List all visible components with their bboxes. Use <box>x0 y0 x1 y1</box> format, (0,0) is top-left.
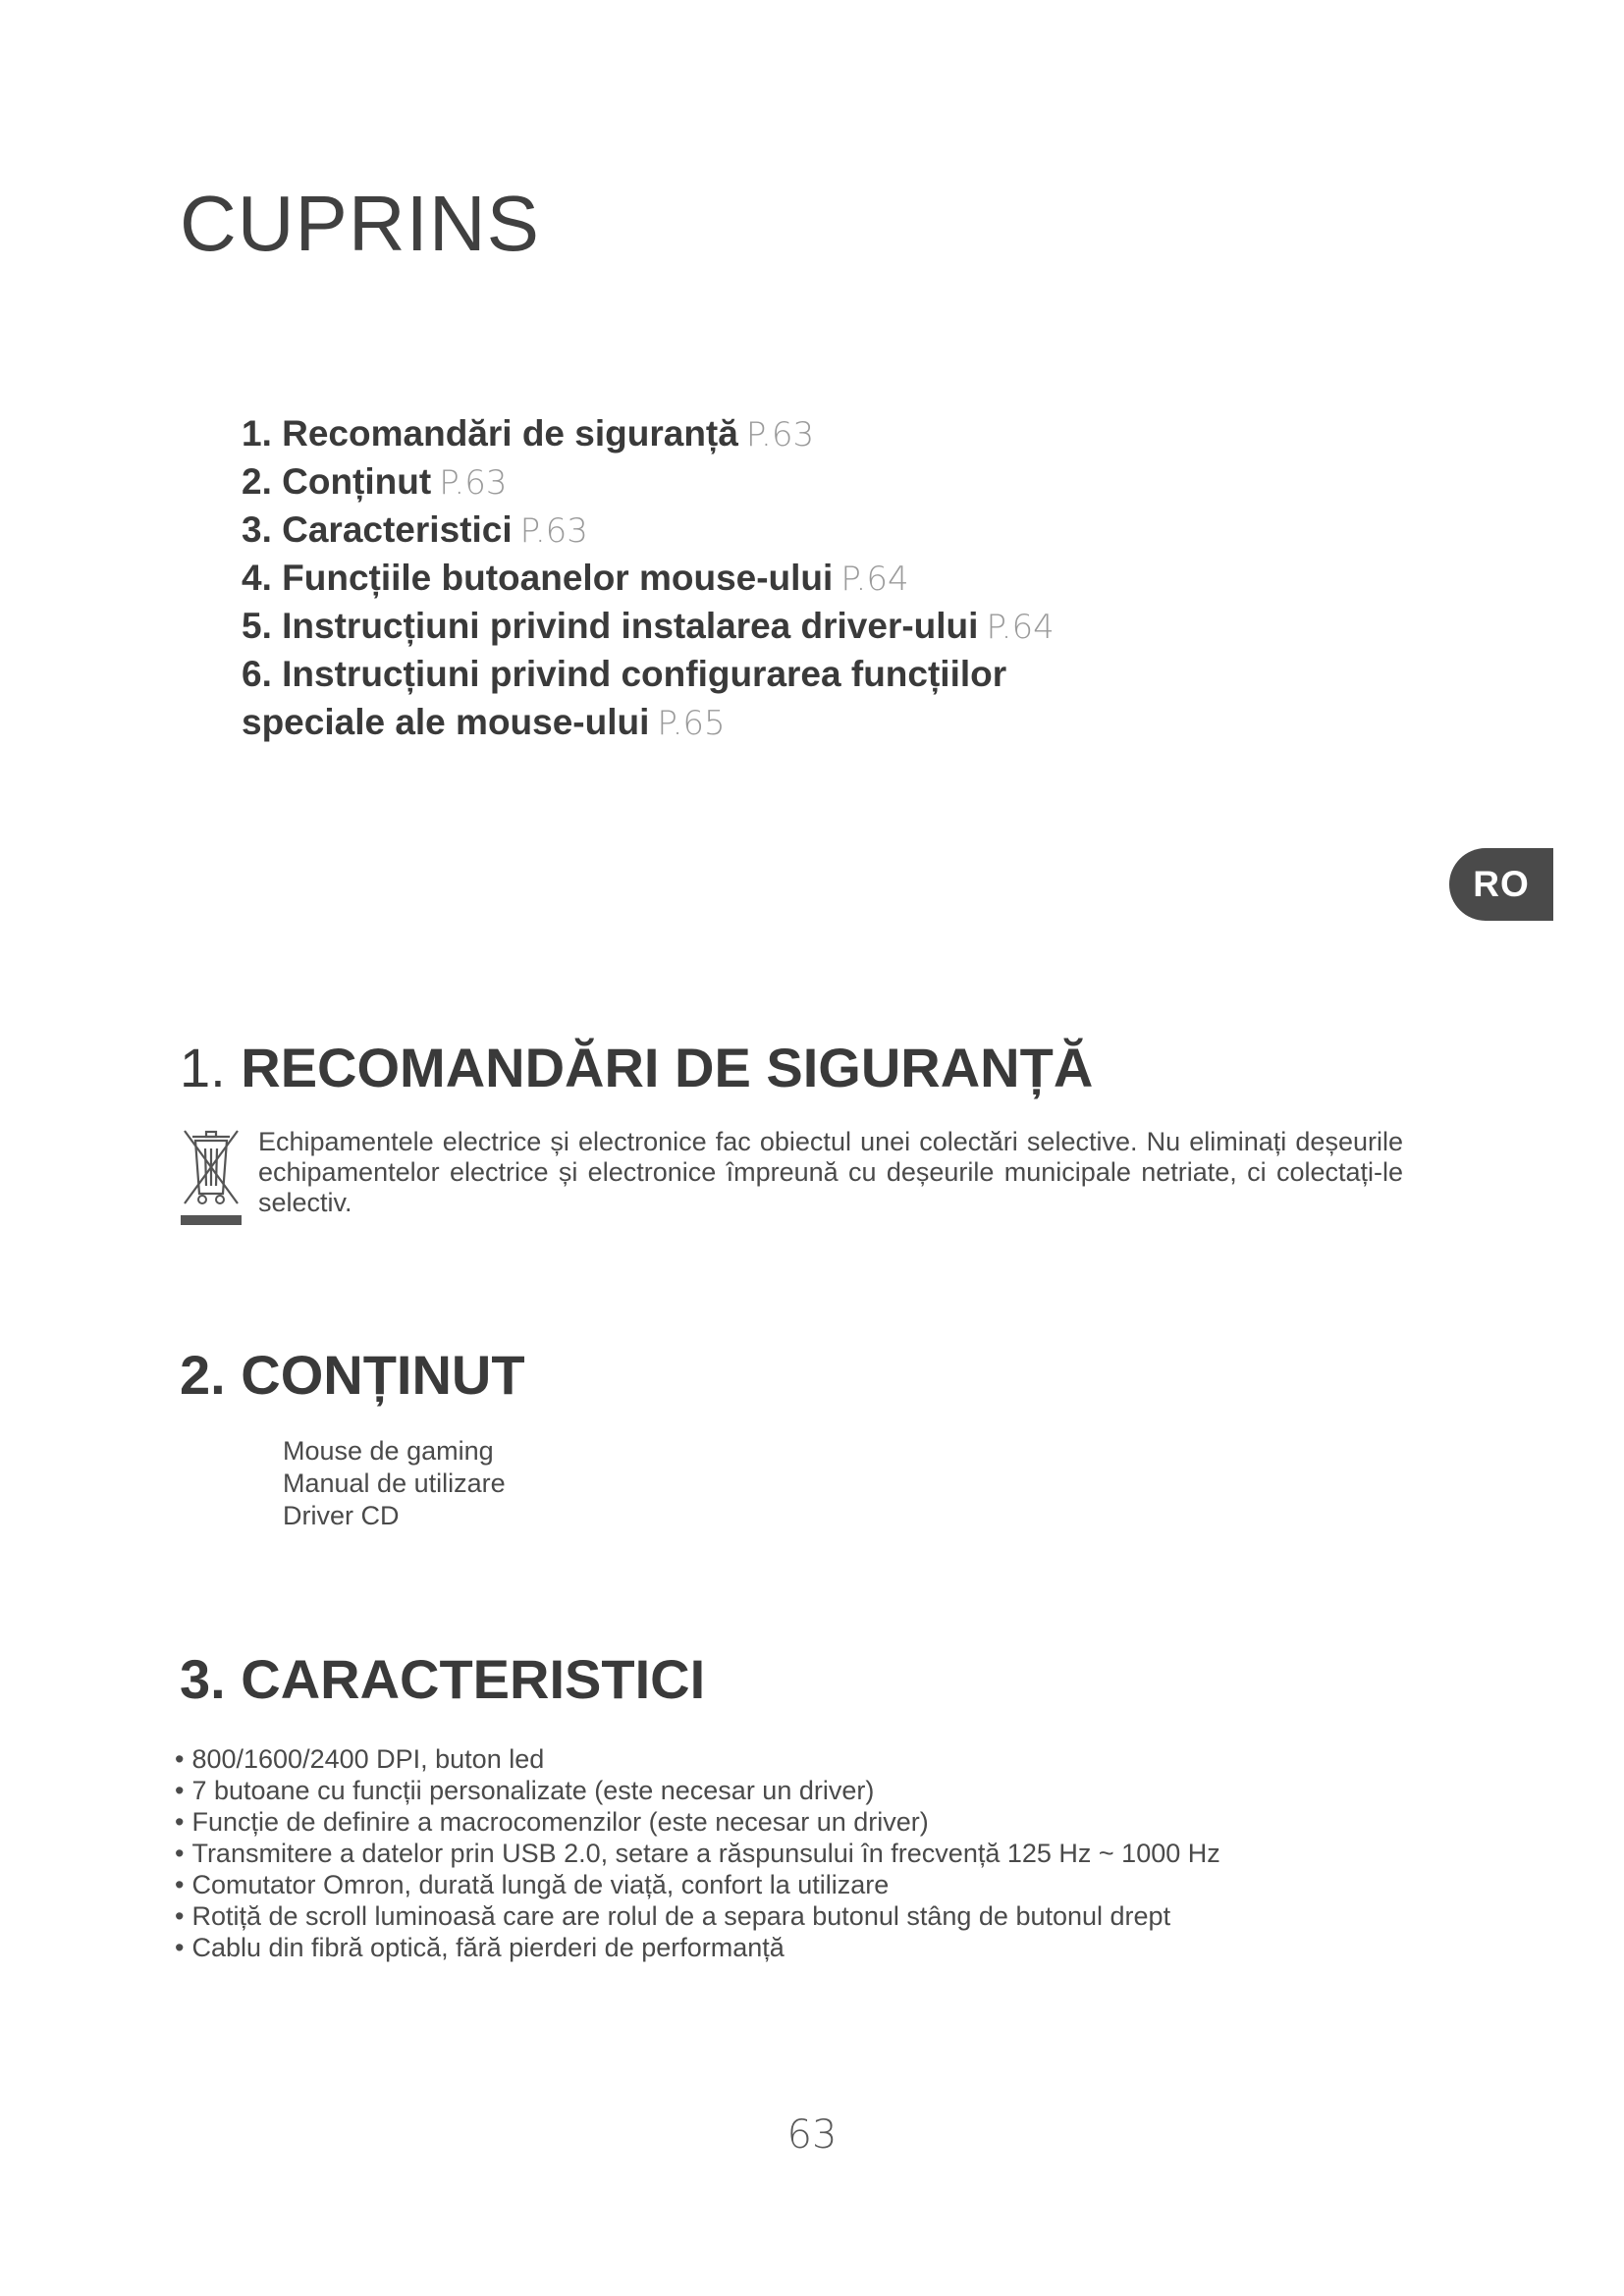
toc-entry-label: 5. Instrucțiuni privind instalarea driver-ului <box>242 606 979 646</box>
toc-entry <box>242 651 1055 699</box>
toc-entry-label: 4. Funcțiile butoanelor mouse-ului <box>242 558 834 598</box>
list-item: • Comutator Omron, durată lungă de viață, confort la utilizare <box>175 1869 1220 1900</box>
list-item: • Cablu din fibră optică, fără pierderi de performanță <box>175 1932 1220 1963</box>
toc-entry-label: 6. Instrucțiuni privind configurarea funcțiilor <box>242 654 1007 694</box>
section-title: RECOMANDĂRI DE SIGURANȚĂ <box>241 1037 1094 1098</box>
table-of-contents <box>242 410 1055 747</box>
list-item: Manual de utilizare <box>283 1468 506 1498</box>
section-heading-safety <box>180 1037 1094 1098</box>
language-tab: RO <box>1449 848 1553 921</box>
list-item: Driver CD <box>283 1501 400 1530</box>
toc-entry-page: P.63 <box>745 415 815 454</box>
section-number: 2. <box>180 1344 226 1406</box>
page-title: CUPRINS <box>180 180 541 267</box>
toc-entry <box>242 410 1055 458</box>
toc-entry <box>242 555 1055 603</box>
section-heading-contents <box>180 1344 525 1406</box>
toc-entry-label: 3. Caracteristici <box>242 509 513 550</box>
toc-entry-page: P.64 <box>840 560 909 599</box>
toc-entry <box>242 603 1055 651</box>
toc-entry <box>242 458 1055 507</box>
list-item: Mouse de gaming <box>283 1436 494 1466</box>
toc-entry-page: P.64 <box>986 608 1055 647</box>
toc-entry-label: 1. Recomandări de siguranță <box>242 413 738 454</box>
package-contents-list <box>283 1435 506 1532</box>
toc-entry-label: speciale ale mouse-ului <box>242 702 650 742</box>
toc-entry-label: 2. Conținut <box>242 461 432 502</box>
toc-entry-page: P.63 <box>439 463 508 503</box>
weee-crossed-bin-icon <box>179 1125 244 1231</box>
features-list <box>175 1743 1220 1963</box>
toc-entry-page: P.65 <box>657 704 726 743</box>
section-number: 1. <box>180 1037 226 1098</box>
list-item: • 7 butoane cu funcții personalizate (este necesar un driver) <box>175 1775 1220 1806</box>
list-item: • Transmitere a datelor prin USB 2.0, setare a răspunsului în frecvență 125 Hz ~ 1000 Hz <box>175 1838 1220 1869</box>
section-heading-features <box>180 1648 706 1710</box>
section-number: 3. <box>180 1648 226 1710</box>
toc-entry <box>242 507 1055 555</box>
toc-entry-page: P.63 <box>519 511 588 551</box>
safety-paragraph: Echipamentele electrice și electronice fac obiectul unei colectări selective. Nu eliminați deșeurile echipamentelor electrice și electronice împreună cu deșeurile municipale netriate, ci colectați-le selectiv. <box>258 1127 1403 1217</box>
page-number: 63 <box>786 2112 838 2158</box>
list-item: • Funcție de definire a macrocomenzilor (este necesar un driver) <box>175 1806 1220 1838</box>
section-title: CARACTERISTICI <box>241 1648 706 1710</box>
toc-entry <box>242 699 1055 747</box>
list-item: • 800/1600/2400 DPI, buton led <box>175 1743 1220 1775</box>
list-item: • Rotiță de scroll luminoasă care are rolul de a separa butonul stâng de butonul drept <box>175 1900 1220 1932</box>
section-title: CONȚINUT <box>241 1344 525 1406</box>
